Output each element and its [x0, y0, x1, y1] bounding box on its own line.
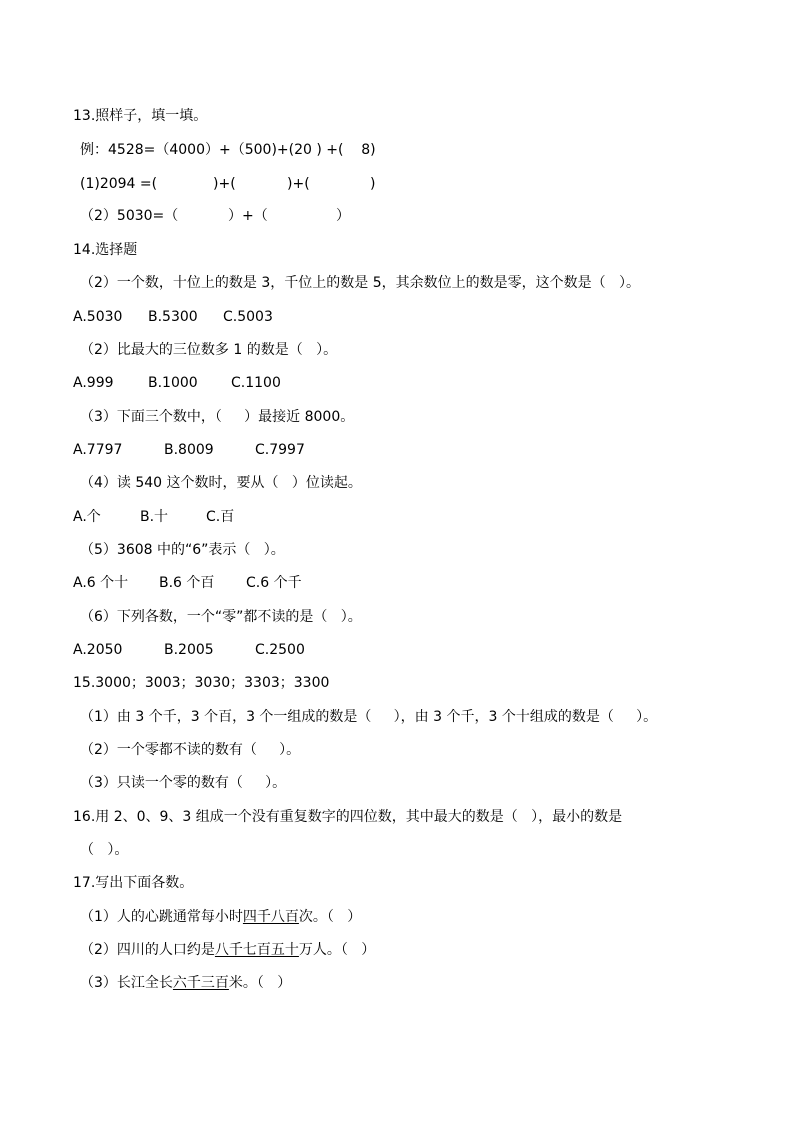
q14-title: 14.选择题	[73, 242, 138, 258]
q14-question-2: （2）比最大的三位数多 1 的数是（ ）。	[80, 342, 338, 358]
q16-line-2: （ ）。	[80, 842, 129, 858]
q14-options-2	[73, 373, 373, 393]
q14-options-4	[73, 507, 373, 527]
option-c: C.5003	[223, 309, 273, 325]
q14-options-5	[73, 573, 373, 593]
option-c: C.7997	[255, 442, 305, 458]
option-b: B.5300	[148, 309, 198, 325]
q17-item-1-before: （1）人的心跳通常每小时	[80, 909, 243, 925]
q16-line-1: 16.用 2、0、9、3 组成一个没有重复数字的四位数，其中最大的数是（ ），最小的数是	[73, 809, 623, 825]
q17-item-1-after: 次。（ ）	[298, 909, 362, 925]
q17-title: 17.写出下面各数。	[73, 875, 194, 891]
q17-item-2-before: （2）四川的人口约是	[80, 942, 215, 958]
q14-question-4: （4）读 540 这个数时，要从（ ）位读起。	[80, 475, 362, 491]
q17-item-2-underlined: 八千七百五十	[214, 942, 299, 958]
q15-item-2: （2）一个零都不读的数有（ ）。	[80, 742, 301, 758]
q14-options-1	[73, 307, 373, 327]
option-a: A.6 个十	[73, 575, 129, 591]
q13-item-2-end: ）	[336, 208, 350, 224]
q17-item-2	[80, 940, 375, 960]
q14-question-5: （5）3608 中的“6”表示（ ）。	[80, 542, 285, 558]
q15-item-3: （3）只读一个零的数有（ ）。	[80, 775, 287, 791]
q13-item-1-prefix: (1)2094 =(	[80, 176, 158, 192]
q17-item-2-after: 万人。（ ）	[298, 942, 376, 958]
option-a: A.7797	[73, 442, 123, 458]
q13-item-2-prefix: （2）5030=（	[80, 208, 179, 224]
q15-item-1: （1）由 3 个千，3 个百，3 个一组成的数是（ ），由 3 个千，3 个十组成的数是（ ）。	[80, 709, 658, 725]
option-b: B.2005	[164, 642, 214, 658]
q13-item-2	[80, 206, 380, 226]
q14-question-1: （2）一个数，十位上的数是 3，千位上的数是 5，其余数位上的数是零，这个数是（ ）。	[80, 275, 640, 291]
q13-item-1-part-3: )+(	[287, 176, 310, 192]
q17-item-1	[80, 907, 361, 927]
option-c: C.2500	[255, 642, 305, 658]
q17-item-1-underlined: 四千八百	[242, 909, 299, 925]
option-a: A.999	[73, 375, 114, 391]
q13-item-2-part-2: ）+（	[228, 208, 268, 224]
q15-title: 15.3000；3003；3030；3303；3300	[73, 675, 330, 691]
q17-item-3-after: 米。（ ）	[228, 975, 292, 991]
option-b: B.8009	[164, 442, 214, 458]
option-a: A.个	[73, 509, 101, 525]
q17-item-3	[80, 973, 291, 993]
option-c: C.1100	[231, 375, 281, 391]
q14-options-6	[73, 640, 373, 660]
q13-item-1	[80, 174, 400, 194]
option-a: A.5030	[73, 309, 123, 325]
q13-title: 13.照样子，填一填。	[73, 108, 208, 124]
q13-example: 例：4528=（4000）+（500)+(20 ) +( 8)	[80, 142, 376, 158]
option-a: A.2050	[73, 642, 123, 658]
q14-question-6: （6）下列各数，一个“零”都不读的是（ ）。	[80, 609, 362, 625]
q13-item-1-end: )	[370, 176, 376, 192]
q13-item-1-part-2: )+(	[213, 176, 236, 192]
q17-item-3-before: （3）长江全长	[80, 975, 173, 991]
option-b: B.十	[140, 509, 169, 525]
q14-options-3	[73, 440, 373, 460]
option-c: C.6 个千	[246, 575, 302, 591]
q17-item-3-underlined: 六千三百	[172, 975, 229, 991]
option-b: B.1000	[148, 375, 198, 391]
q14-question-3: （3）下面三个数中，（ ）最接近 8000。	[80, 409, 355, 425]
option-b: B.6 个百	[159, 575, 215, 591]
option-c: C.百	[206, 509, 235, 525]
